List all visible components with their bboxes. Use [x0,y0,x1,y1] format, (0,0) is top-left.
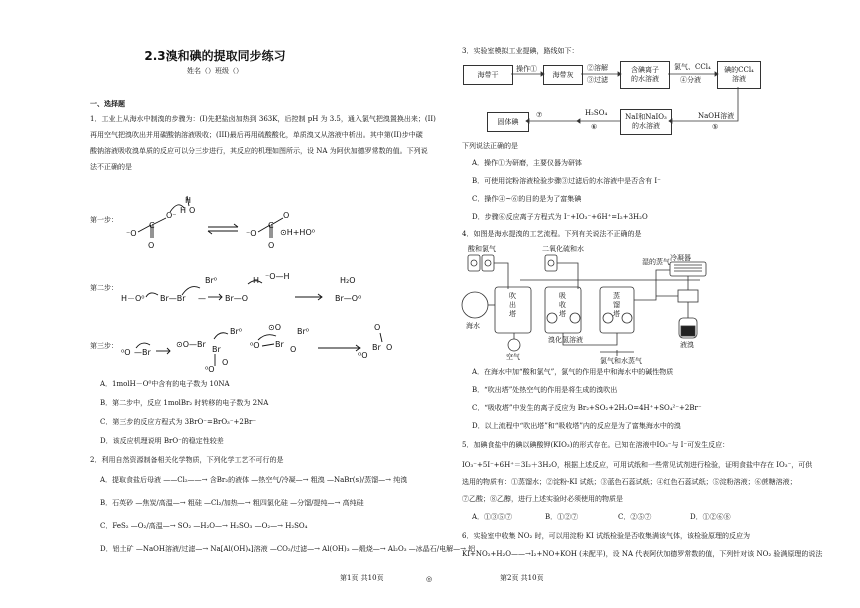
q1-line-2: 再用空气把溴吹出并用碳酸钠溶液吸收；(III)最后再用硫酸酸化，单质溴又从溶液中析出。其中第(II)步中碳 [90,131,423,139]
svg-text:H: H [185,196,192,205]
q1-option-a: A．1molH－O⁰中含有的电子数为 10NA [100,380,230,388]
svg-text:—: — [198,294,206,303]
q5-line-2: 选用的物质有：①蒸馏水；②淀粉-KI 试纸；③蓝色石蕊试纸；④红色石蕊试纸；⑤淀粉溶液；⑥蔗糖溶液； [462,478,797,486]
svg-text:⁰O: ⁰O [358,351,368,360]
svg-text:—Br: —Br [134,348,151,357]
q5-option-d: D．①②⑥⑧ [690,513,731,521]
right-page [430,0,860,608]
flow-arrow-1-label: 操作① [516,65,537,73]
q1-line-1: 1．工业上从海水中制溴的步骤为：(I)先把盐卤加热到 363K，后控制 pH 为 3.5，通入氯气把溴置换出来；(II) [90,115,436,123]
flow-box-naio3-line1: NaI和NaIO₃ [625,113,667,121]
student-info: 姓名（）班级（） [187,67,243,75]
q5-option-b: B．①②⑦ [545,513,579,521]
q3-stem: 3．实验室模拟工业提碘，路线如下： [462,47,579,55]
distill-tower-char-1: 蒸 [613,292,620,300]
page-title: 2.3溴和碘的提取同步练习 [144,49,286,63]
q1-line-3: 酸钠溶液吸收溴单质的反应可以分三步进行，其反应的机理如图所示，设 NA 为阿伏加德罗常数的值。下列说 [90,147,428,155]
q1-option-c: C．第三步的反应方程式为 3BrO⁻=BrO₃⁻+2Br⁻ [100,418,257,426]
q6-line-2: KI+NO₂+H₂O——→I₂+NO+KOH (未配平)，设 NA 代表阿伏加德罗常数的值，下列针对该 NO₂ 验满原理的说法 [462,550,823,558]
flow-box-kelp: 海带干 [463,65,513,85]
svg-text:C: C [149,221,155,230]
blow-tower-char-1: 吹 [509,292,516,300]
q1-option-b: B．第二步中，反应 1molBr₂ 时转移的电子数为 2NA [100,399,269,407]
svg-text:⁻O—H: ⁻O—H [265,272,290,281]
q3-option-d: D．步骤⑥反应离子方程式为 I⁻+IO₃⁻+6H⁺=I₂+3H₂O [472,213,648,221]
svg-text:O: O [290,345,297,354]
q2-option-c: C．FeS₂ —O₂/高温—→ SO₂ —H₂O—→ H₂SO₃ —O₂—→ H₂SO₄ [100,522,308,530]
label-chlorine-steam: 氯气和水蒸气 [600,357,642,365]
svg-text:⁻O: ⁻O [246,229,257,238]
svg-text:Br: Br [275,340,284,349]
svg-text:O: O [268,241,275,250]
label-absorb-tower [559,292,566,319]
svg-text:Br: Br [212,345,221,354]
q3-prompt: 下列说法正确的是 [462,142,518,150]
svg-text:Br—O: Br—O [225,294,249,303]
flow-box-iodide-line2: 的水溶液 [631,75,659,83]
svg-text:H: H [180,206,187,215]
svg-text:Br—O⁰: Br—O⁰ [335,294,362,303]
step2-label: 第二步： [90,284,118,292]
page-footer-left: 第1页 共10页 [340,574,384,582]
flow-box-solid-iodine: 固体碘 [487,112,529,132]
q2-option-a: A．提取食盐后母液 ——Cl₂——→ 含Br₂的液体 —热空气/冷凝—→ 粗溴 —NaBr(s)/蒸馏—→ 纯溴 [100,476,408,484]
svg-text:O: O [386,343,393,352]
svg-text:O: O [374,323,381,332]
flow-arrow-4-label-b: ⑤ [712,123,719,131]
distill-tower-char-3: 塔 [613,310,620,318]
q6-line-1: 6．实验室中收集 NO₂ 时，可以用淀粉 KI 试纸检验是否收集满该气体，该检验原理的反应为 [462,532,751,540]
label-air: 空气 [506,353,520,361]
svg-text:H－O⁰: H－O⁰ [121,294,145,303]
svg-text:⁰O: ⁰O [121,348,131,357]
absorb-tower-char-3: 塔 [559,310,566,318]
flow-arrow-5-label-a: H₂SO₄ [585,109,608,117]
q1-line-4: 法不正确的是 [90,163,132,171]
flow-box-naio3-line2: 的水溶液 [632,122,660,130]
flow-box-ccl4-line2: 溶液 [732,75,746,83]
svg-text:Br⁰: Br⁰ [205,276,217,285]
label-acid-chlorine: 酸和氯气 [468,245,496,253]
label-so2-water: 二氧化硫和水 [542,245,584,253]
svg-text:⊙H+HO⁰: ⊙H+HO⁰ [280,228,315,237]
flow-arrow-2-label-a: ②溶解 [587,64,608,72]
q5-option-c: C．②⑤⑦ [618,513,652,521]
svg-text:⁰O: ⁰O [250,341,260,350]
q4-option-a: A．在海水中加“酸和氯气”，氯气的作用是中和海水中的碱性物质 [472,368,674,376]
svg-text:⁰O: ⁰O [205,365,215,374]
q5-option-a: A．①③⑤⑦ [472,513,513,521]
flow-box-ccl4-line1: 碘的CCl₄ [724,66,754,74]
step3-label: 第三步： [90,342,118,350]
distill-tower-char-2: 馏 [613,301,620,309]
absorb-tower-char-1: 吸 [559,292,566,300]
flow-arrow-6-label: ⑦ [536,111,543,119]
svg-text:Br⁰: Br⁰ [297,327,309,336]
svg-text:O: O [148,241,155,250]
q3-option-a: A．操作①为研磨，主要仪器为研钵 [472,159,583,167]
svg-text:O⁻: O⁻ [166,211,177,220]
q4-option-d: D．以上流程中“吹出塔”和“吸收塔”内的反应是为了富集海水中的溴 [472,422,681,430]
blow-tower-char-3: 塔 [509,310,516,318]
q2-option-d: D．铝土矿 —NaOH溶液/过滤—→ Na[Al(OH)₄]溶液 —CO₂/过滤—→ Al(OH)₃ —煅烧—→ Al₂O₃ —冰晶石/电解—→ 铝 [100,545,476,553]
svg-text:C: C [268,221,274,230]
label-condenser: 冷凝器 [670,254,691,262]
svg-text:O: O [222,358,229,367]
absorb-tower-char-2: 收 [559,301,566,309]
flow-box-iodide-line1: 含碘离子 [631,66,659,74]
blow-tower-char-2: 出 [509,301,516,309]
svg-text:H: H [253,276,260,285]
q3-option-b: B．可使用淀粉溶液检验步骤③过滤后的水溶液中是否含有 I⁻ [472,177,661,185]
flow-arrow-3-label-a: 氯气、CCl₄ [674,63,711,71]
q1-option-d: D．该反应机理说明 BrO⁻的稳定性较差 [100,437,224,445]
q4-option-b: B．“吹出塔”处热空气的作用是将生成的溴吹出 [472,386,618,394]
page-footer-right: 第2页 共10页 [500,574,544,582]
q3-option-c: C．操作④~⑥的目的是为了富集碘 [472,195,582,203]
step1-label: 第一步： [90,216,118,224]
q5-stem: 5．加碘食盐中的碘以碘酸钾(KIO₃)的形式存在。已知在溶液中IO₃⁻与 I⁻可发生反应： [462,441,730,449]
section-heading: 一、选择题 [90,99,125,108]
svg-text:Br⁰: Br⁰ [230,327,242,336]
label-seawater: 海水 [466,322,480,330]
label-wet-steam: 湿的蒸气 [642,258,670,266]
svg-text:⁻O: ⁻O [126,229,137,238]
flow-arrow-2-label-b: ③过滤 [587,76,608,84]
svg-text:H₂O: H₂O [340,276,356,285]
center-binding-mark: ◎ [426,575,433,583]
flow-arrow-4-label-a: NaOH溶液 [698,112,735,120]
q2-option-b: B．石英砂 —焦炭/高温—→ 粗硅 —Cl₂/加热—→ 粗四氯化硅 —分馏/提纯—→ 高纯硅 [100,499,364,507]
flow-box-ash: 海带灰 [543,65,583,85]
q5-line-1: IO₃⁻+5I⁻+6H⁺＝3I₂＋3H₂O，根据上述反应，可用试纸和一些常见试剂进行检验，证明食盐中存在 IO₃⁻，可供 [462,461,813,469]
svg-text:⊙O: ⊙O [268,323,281,332]
flow-arrow-3-label-b: ④分液 [680,76,701,84]
svg-text:O: O [189,206,196,215]
q4-stem: 4．如图是海水提溴的工艺流程。下列有关说法不正确的是 [462,230,642,238]
q5-line-3: ⑦乙酸；⑧乙醇，进行上述实验时必须使用的物质是 [462,495,623,503]
svg-text:Br: Br [372,343,381,352]
label-hbr-solution: 溴化氢溶液 [548,336,583,344]
label-liquid-bromine: 液溴 [680,341,694,349]
label-distill-tower [613,292,620,319]
svg-text:Br—Br: Br—Br [160,294,186,303]
svg-text:⊙O—Br: ⊙O—Br [176,340,206,349]
label-blow-tower [509,292,516,319]
flow-arrow-5-label-b: ⑥ [591,123,598,131]
q2-stem: 2．利用自然资源制备相关化学物质，下列化学工艺不可行的是 [90,456,284,464]
q4-option-c: C．“吸收塔”中发生的离子反应为 Br₂+SO₂+2H₂O=4H⁺+SO₄²⁻+2Br⁻ [472,404,702,412]
svg-text:O: O [283,211,290,220]
